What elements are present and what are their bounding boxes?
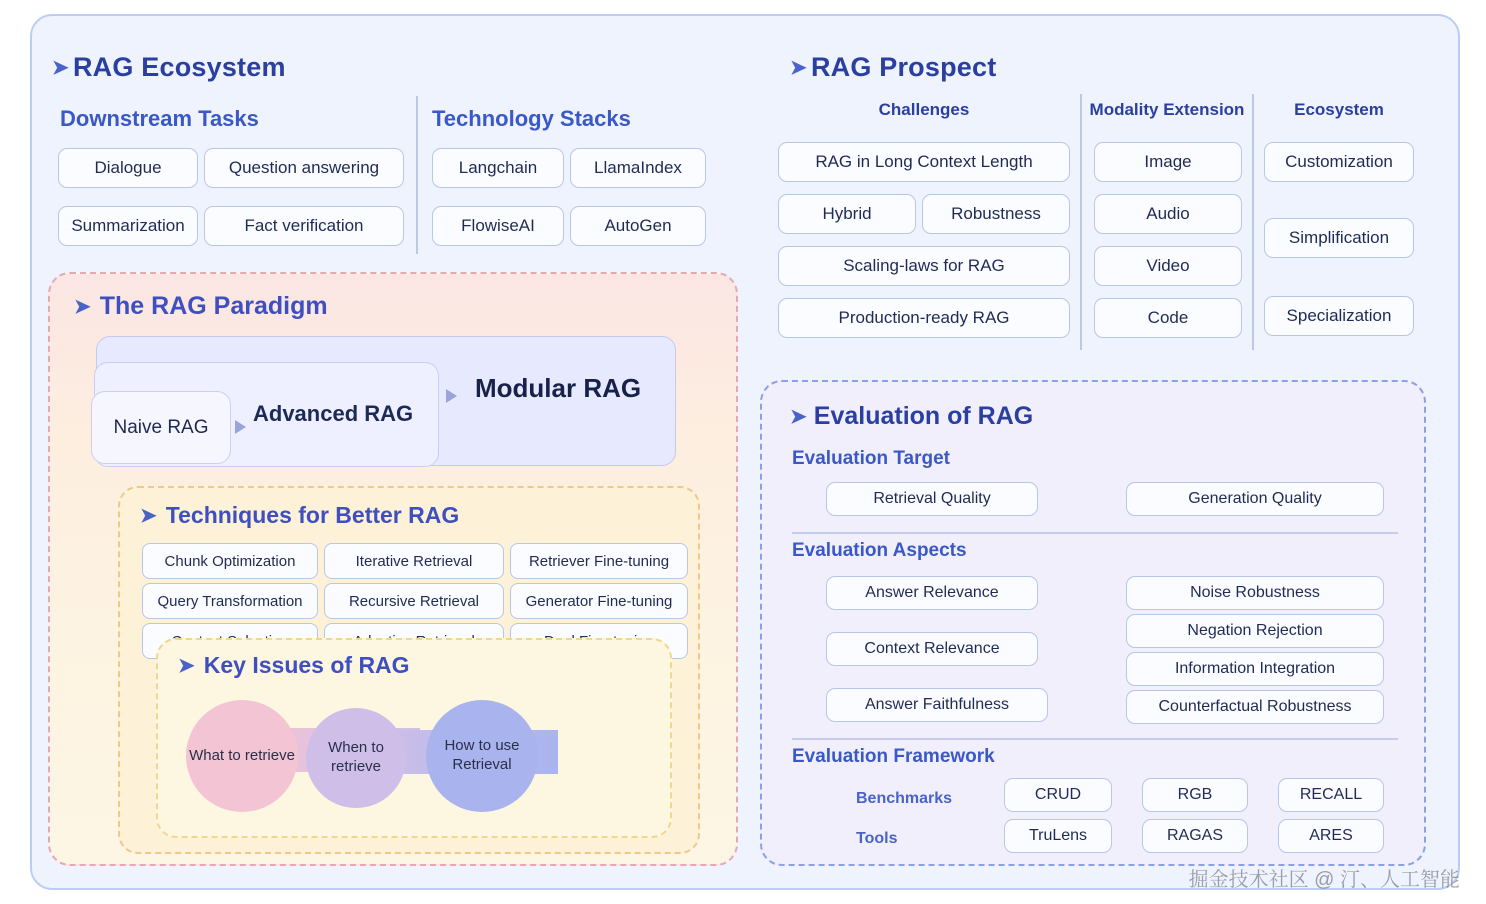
divider-ecosystem	[416, 96, 418, 254]
tools-label: Tools	[856, 830, 898, 847]
chip-context-relevance[interactable]: Context Relevance	[826, 632, 1038, 666]
arrow-advanced-to-modular-icon	[446, 389, 457, 403]
chip-question-answering[interactable]: Question answering	[204, 148, 404, 188]
techniques-title	[140, 502, 459, 529]
downstream-tasks-heading: Downstream Tasks	[60, 106, 259, 131]
chip-autogen[interactable]: AutoGen	[570, 206, 706, 246]
chip-counterfactual-robustness[interactable]: Counterfactual Robustness	[1126, 690, 1384, 724]
arrow-icon: ➤	[74, 295, 91, 318]
chip-negation-rejection[interactable]: Negation Rejection	[1126, 614, 1384, 648]
key-issues-panel	[156, 638, 672, 838]
divider-prospect-1	[1080, 94, 1082, 350]
chip-robustness[interactable]: Robustness	[922, 194, 1070, 234]
advanced-rag-label: Advanced RAG	[253, 401, 414, 426]
chip-generator-fine-tuning[interactable]: Generator Fine-tuning	[510, 583, 688, 619]
naive-rag-box: Naive RAG	[91, 391, 231, 464]
chip-ares[interactable]: ARES	[1278, 819, 1384, 853]
chip-code[interactable]: Code	[1094, 298, 1242, 338]
rag-ecosystem-title	[52, 52, 286, 83]
chip-video[interactable]: Video	[1094, 246, 1242, 286]
chip-langchain[interactable]: Langchain	[432, 148, 564, 188]
evaluation-framework-heading: Evaluation Framework	[792, 746, 995, 767]
chip-llamaindex[interactable]: LlamaIndex	[570, 148, 706, 188]
chip-answer-faithfulness[interactable]: Answer Faithfulness	[826, 688, 1048, 722]
evaluation-title-text: Evaluation of RAG	[813, 402, 1034, 430]
evaluation-panel	[760, 380, 1426, 866]
ecosystem-column-heading: Ecosystem	[1294, 100, 1384, 119]
chip-generation-quality[interactable]: Generation Quality	[1126, 482, 1384, 516]
modular-rag-box	[96, 336, 676, 466]
chip-trulens[interactable]: TruLens	[1004, 819, 1112, 853]
rag-paradigm-panel	[48, 272, 738, 866]
rag-prospect-title-text: RAG Prospect	[810, 52, 997, 82]
chip-answer-relevance[interactable]: Answer Relevance	[826, 576, 1038, 610]
advanced-rag-box	[94, 362, 439, 467]
arrow-icon: ➤	[790, 56, 807, 79]
chip-production-ready-rag[interactable]: Production-ready RAG	[778, 298, 1070, 338]
arrow-icon: ➤	[140, 504, 157, 527]
divider-eval-1	[792, 532, 1398, 534]
chip-specialization[interactable]: Specialization	[1264, 296, 1414, 336]
chip-noise-robustness[interactable]: Noise Robustness	[1126, 576, 1384, 610]
rag-paradigm-title-text: The RAG Paradigm	[99, 292, 328, 320]
chip-recall[interactable]: RECALL	[1278, 778, 1384, 812]
chip-summarization[interactable]: Summarization	[58, 206, 198, 246]
chip-simplification[interactable]: Simplification	[1264, 218, 1414, 258]
chip-retriever-fine-tuning[interactable]: Retriever Fine-tuning	[510, 543, 688, 579]
evaluation-aspects-heading: Evaluation Aspects	[792, 540, 967, 561]
challenges-heading: Challenges	[878, 100, 970, 119]
chip-query-transformation[interactable]: Query Transformation	[142, 583, 318, 619]
chip-audio[interactable]: Audio	[1094, 194, 1242, 234]
divider-eval-2	[792, 738, 1398, 740]
modular-rag-label: Modular RAG	[475, 373, 642, 403]
chip-dialogue[interactable]: Dialogue	[58, 148, 198, 188]
benchmarks-label: Benchmarks	[856, 790, 953, 807]
key-issues-title	[178, 652, 410, 679]
chip-ragas[interactable]: RAGAS	[1142, 819, 1248, 853]
evaluation-target-heading: Evaluation Target	[792, 448, 951, 469]
chip-crud[interactable]: CRUD	[1004, 778, 1112, 812]
chip-image[interactable]: Image	[1094, 142, 1242, 182]
chip-information-integration[interactable]: Information Integration	[1126, 652, 1384, 686]
technology-stacks-heading: Technology Stacks	[432, 106, 631, 131]
watermark: 掘金技术社区 @ 汀、人工智能	[1188, 869, 1460, 891]
chip-scaling-laws[interactable]: Scaling-laws for RAG	[778, 246, 1070, 286]
bubble-when-to-retrieve: When to retrieve	[306, 708, 406, 808]
bubble-how-to-use-retrieval: How to use Retrieval	[426, 700, 538, 812]
chip-customization[interactable]: Customization	[1264, 142, 1414, 182]
arrow-icon: ➤	[178, 654, 195, 677]
evaluation-title	[790, 402, 1033, 431]
bubble-what-to-retrieve: What to retrieve	[186, 700, 298, 812]
chip-retrieval-quality[interactable]: Retrieval Quality	[826, 482, 1038, 516]
techniques-panel	[118, 486, 700, 854]
arrow-icon: ➤	[790, 405, 807, 428]
chip-fact-verification[interactable]: Fact verification	[204, 206, 404, 246]
arrow-naive-to-advanced-icon	[235, 420, 246, 434]
modality-extension-heading: Modality Extension	[1089, 100, 1245, 119]
key-issues-title-text: Key Issues of RAG	[203, 652, 410, 678]
chip-chunk-optimization[interactable]: Chunk Optimization	[142, 543, 318, 579]
arrow-icon: ➤	[52, 56, 69, 79]
chip-iterative-retrieval[interactable]: Iterative Retrieval	[324, 543, 504, 579]
chip-flowiseai[interactable]: FlowiseAI	[432, 206, 564, 246]
techniques-title-text: Techniques for Better RAG	[165, 502, 460, 528]
chip-recursive-retrieval[interactable]: Recursive Retrieval	[324, 583, 504, 619]
divider-prospect-2	[1252, 94, 1254, 350]
chip-hybrid[interactable]: Hybrid	[778, 194, 916, 234]
chip-rag-long-context[interactable]: RAG in Long Context Length	[778, 142, 1070, 182]
rag-prospect-title	[790, 52, 996, 83]
rag-ecosystem-title-text: RAG Ecosystem	[72, 52, 286, 82]
rag-paradigm-title	[74, 292, 328, 321]
chip-rgb[interactable]: RGB	[1142, 778, 1248, 812]
